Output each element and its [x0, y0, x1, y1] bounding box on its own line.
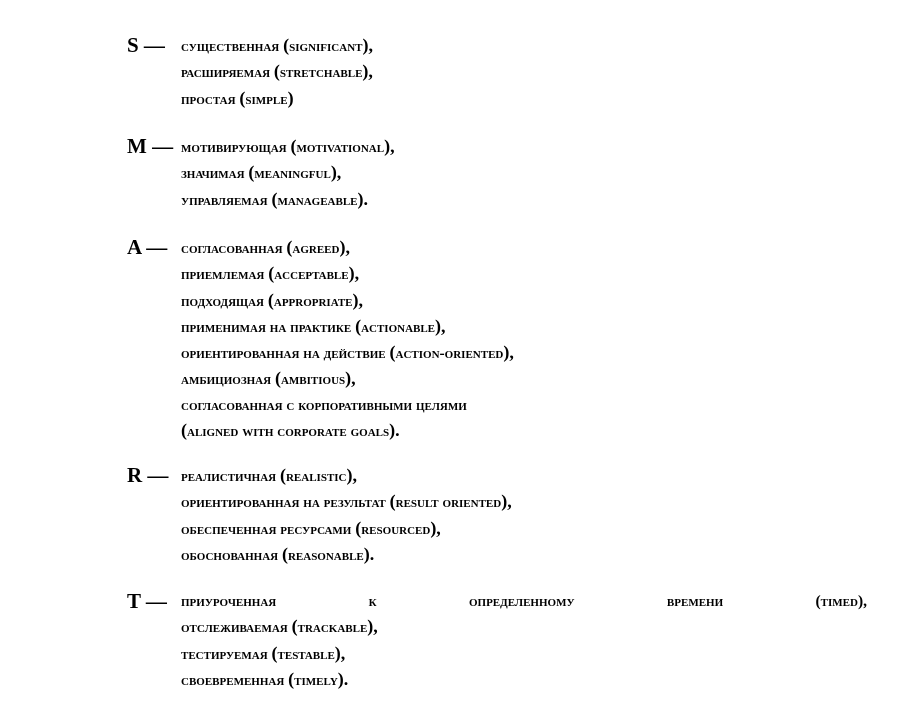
open-paren: (	[271, 642, 278, 663]
list-item	[181, 235, 867, 261]
list-item-ru: мотивирующая	[181, 139, 287, 156]
group-letter: S —	[127, 33, 165, 57]
list-item-word: (timed),	[815, 593, 867, 610]
list-item-tail: ),	[345, 368, 356, 389]
list-item-tail: ),	[430, 517, 441, 538]
open-paren: (	[274, 368, 281, 389]
list-item	[181, 59, 867, 85]
group-items	[181, 463, 867, 568]
open-paren: (	[355, 315, 362, 336]
list-item-ru: своевременная	[181, 671, 285, 689]
list-item-tail: ),	[367, 616, 378, 637]
list-item	[181, 314, 867, 340]
open-paren: (	[291, 616, 298, 637]
list-item-ru: отслеживаемая	[181, 619, 288, 637]
open-paren: (	[286, 237, 293, 257]
list-item-en: simple	[245, 90, 288, 108]
list-item-tail: ).	[337, 668, 349, 689]
list-item-word: приуроченная	[181, 593, 277, 610]
group-letter: T —	[127, 589, 167, 613]
list-item-tail: ),	[348, 263, 360, 284]
list-item-ru: управляемая	[181, 191, 268, 209]
list-item-en: manageable	[277, 191, 358, 209]
list-item-en: motivational	[296, 139, 385, 156]
open-paren: (	[239, 87, 246, 108]
list-item-tail: ),	[501, 491, 512, 512]
open-paren: (	[290, 136, 297, 156]
list-item-en: testable	[277, 645, 335, 663]
open-paren: (	[267, 289, 274, 310]
list-item-tail: ),	[362, 35, 373, 55]
open-paren: (	[281, 543, 288, 564]
list-item	[181, 393, 867, 418]
list-item-en: appropriate	[273, 292, 353, 310]
list-item-ru: обоснованная	[181, 546, 279, 564]
open-paren: (	[248, 162, 255, 183]
list-item-ru: амбициозная	[181, 371, 272, 389]
list-item-en: actionable	[361, 318, 436, 336]
list-item-en: stretchable	[279, 64, 363, 82]
list-item	[181, 340, 867, 366]
list-item-en: meaningful	[254, 165, 331, 183]
list-item-en: significant	[289, 38, 363, 55]
list-item-tail: ).	[363, 543, 375, 564]
list-item-ru: применимая на практике	[181, 318, 352, 336]
list-item-tail: ),	[384, 136, 395, 156]
open-paren: (	[355, 517, 362, 538]
list-item	[181, 667, 867, 693]
list-item	[181, 418, 867, 444]
list-item-tail: ).	[357, 188, 368, 209]
list-item-en: ambitious	[280, 371, 346, 389]
list-item-ru: ориентированная на действие	[181, 345, 386, 363]
list-item-ru: обеспеченная ресурсами	[181, 520, 352, 538]
list-item	[181, 641, 867, 667]
group-letter: M —	[127, 134, 174, 158]
group-items	[181, 33, 867, 112]
list-item	[181, 288, 867, 314]
list-item	[181, 589, 867, 614]
list-item	[181, 33, 867, 59]
list-item-en: realistic	[285, 468, 347, 485]
open-paren: (	[271, 188, 278, 209]
open-paren: (	[181, 420, 187, 441]
group-items	[181, 134, 867, 213]
list-item-word: к	[368, 593, 377, 610]
list-item-tail: ),	[362, 61, 373, 82]
list-item-ru: простая	[181, 90, 236, 108]
list-item-tail: ),	[352, 289, 364, 310]
list-item-tail: ),	[346, 465, 358, 485]
list-item-tail: ).	[389, 420, 400, 441]
list-item-tail: ),	[339, 237, 350, 257]
list-item	[181, 366, 867, 392]
list-item-ru: значимая	[181, 165, 245, 183]
list-item-ru: согласованная	[181, 240, 283, 257]
list-item-ru: ориентированная на результат	[181, 494, 386, 512]
list-item-en: action-oriented	[395, 345, 504, 363]
list-item-ru: приемлемая	[181, 266, 265, 284]
group-letter: A —	[127, 235, 168, 259]
list-item-en: agreed	[292, 240, 340, 257]
list-item-word: времени	[666, 593, 724, 610]
group-letter: R —	[127, 463, 169, 487]
list-item-ru: расширяемая	[181, 64, 271, 82]
group-items	[181, 235, 867, 444]
list-item-ru: тестируемая	[181, 645, 268, 663]
list-item	[181, 542, 867, 568]
list-item-ru: существенная	[181, 38, 280, 55]
list-item-ru: реалистичная	[181, 468, 277, 485]
list-item-tail: ),	[334, 642, 346, 663]
list-item	[181, 516, 867, 542]
list-item	[181, 134, 867, 160]
list-item	[181, 86, 867, 112]
open-paren: (	[389, 491, 396, 512]
list-item-en: resourced	[361, 520, 431, 538]
list-item-tail: ),	[435, 315, 446, 336]
list-item-en: reasonable	[287, 546, 364, 564]
open-paren: (	[279, 465, 286, 485]
list-item-en: result oriented	[395, 494, 502, 512]
list-item	[181, 463, 867, 489]
list-item	[181, 614, 867, 640]
list-item-ru: подходящая	[181, 292, 265, 310]
open-paren: (	[283, 35, 290, 55]
list-item-word: определенному	[468, 593, 575, 610]
list-item	[181, 160, 867, 186]
list-item	[181, 489, 867, 515]
list-item-en: acceptable	[274, 266, 349, 284]
open-paren: (	[268, 263, 275, 284]
list-item-en: trackable	[297, 619, 368, 637]
list-item	[181, 187, 867, 213]
list-item	[181, 261, 867, 287]
list-item-en: timely	[294, 671, 338, 689]
list-item-ru: согласованная с корпоративными целями	[181, 396, 467, 414]
open-paren: (	[389, 342, 396, 363]
open-paren: (	[288, 668, 295, 689]
list-item-tail: )	[287, 87, 294, 108]
open-paren: (	[273, 61, 280, 82]
list-item-tail: ),	[503, 342, 514, 363]
list-item-en: aligned with corporate goals	[187, 423, 390, 441]
group-items	[181, 589, 867, 693]
list-item-tail: ),	[330, 162, 342, 183]
